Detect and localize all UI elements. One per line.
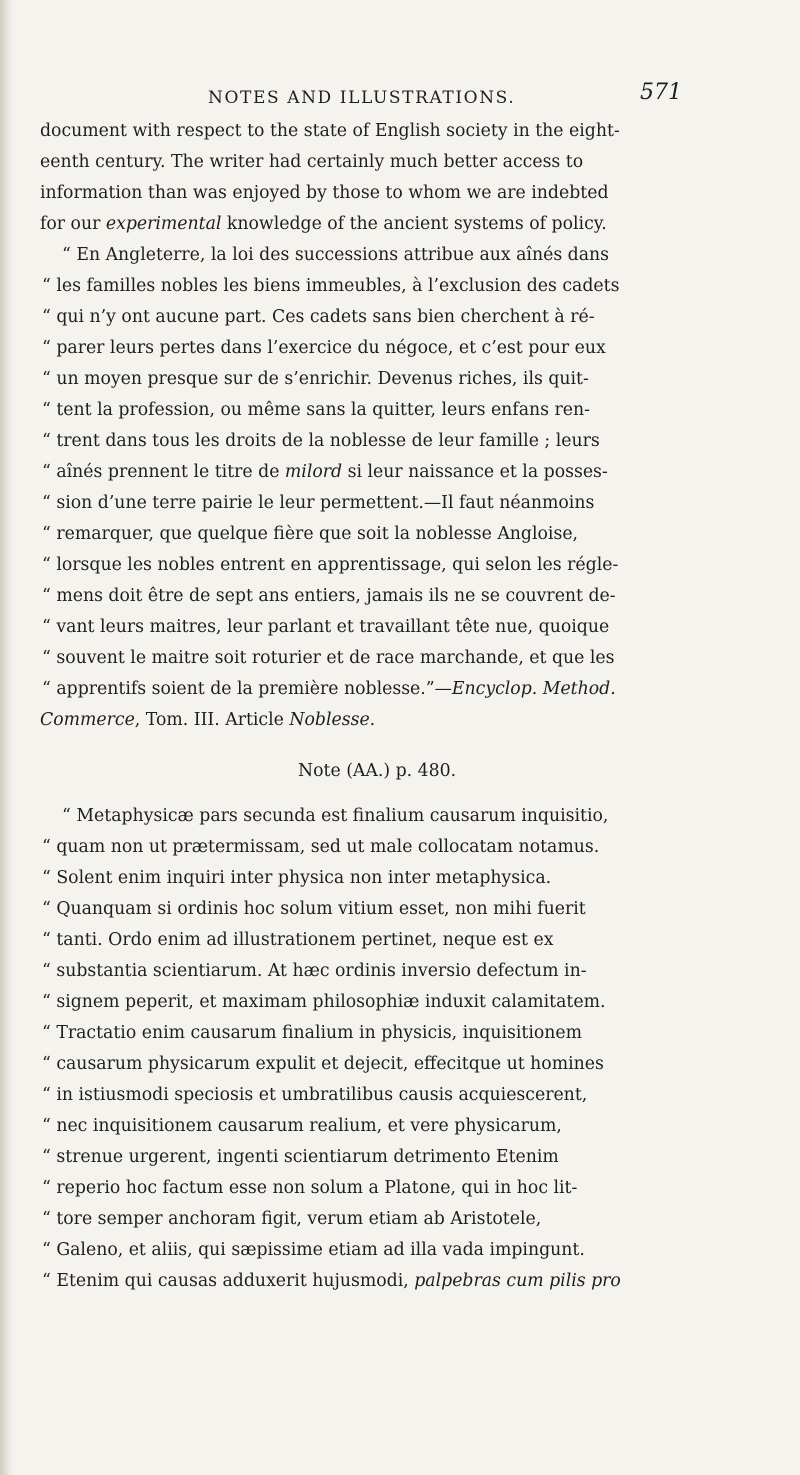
quote-line: “ causarum physicarum expulit et dejecit, effecitque ut homines bbox=[42, 1054, 604, 1074]
quote-line: “ tent la profession, ou même sans la quitter, leurs enfans ren- bbox=[42, 400, 590, 420]
quote-line: “ substantia scientiarum. At hæc ordinis inversio defectum in- bbox=[42, 961, 587, 981]
quote-line: “ remarquer, que quelque fière que soit la noblesse Angloise, bbox=[42, 524, 579, 544]
italic-text: milord bbox=[284, 462, 343, 482]
quote-line: “ reperio hoc factum esse non solum a Platone, qui in hoc lit- bbox=[42, 1178, 578, 1198]
quote-line: “ Solent enim inquiri inter physica non inter metaphysica. bbox=[42, 868, 552, 888]
quote-line: “ in istiusmodi speciosis et umbratilibus causis acquiescerent, bbox=[42, 1085, 588, 1105]
quote-line: “ Metaphysicæ pars secunda est finalium causarum inquisitio, bbox=[62, 806, 609, 826]
quote-line: “ les familles nobles les biens immeubles, à l’exclusion des cadets bbox=[42, 276, 620, 296]
quote-line: “ Galeno, et aliis, qui sæpissime etiam ad illa vada impingunt. bbox=[42, 1240, 585, 1260]
italic-text: Commerce bbox=[40, 710, 135, 730]
text-line: eenth century. The writer had certainly much better access to bbox=[40, 152, 584, 172]
text-line: information than was enjoyed by those to whom we are indebted bbox=[40, 183, 609, 203]
italic-text: experimental bbox=[105, 214, 222, 234]
citation-line: Commerce, Tom. III. Article Noblesse. bbox=[40, 710, 376, 730]
french-quotation bbox=[40, 240, 720, 736]
note-heading: Note (AA.) p. 480. bbox=[298, 761, 457, 781]
quote-line: “ trent dans tous les droits de la noblesse de leur famille ; leurs bbox=[42, 431, 600, 451]
quote-line: “ tanti. Ordo enim ad illustrationem pertinet, neque est ex bbox=[42, 930, 554, 950]
italic-text: palpebras cum pilis pro bbox=[414, 1271, 621, 1291]
quote-line: “ vant leurs maitres, leur parlant et travaillant tête nue, quoique bbox=[42, 617, 610, 637]
quote-line: “ Etenim qui causas adduxerit hujusmodi, palpebras cum pilis pro bbox=[42, 1271, 621, 1291]
quote-line: “ qui n’y ont aucune part. Ces cadets sans bien cherchent à ré- bbox=[42, 307, 595, 327]
quote-line: “ aînés prennent le titre de milord si leur naissance et la posses- bbox=[42, 462, 608, 482]
quote-line: “ parer leurs pertes dans l’exercice du négoce, et c’est pour eux bbox=[42, 338, 606, 358]
quote-line: “ Quanquam si ordinis hoc solum vitium esset, non mihi fuerit bbox=[42, 899, 586, 919]
quote-line: “ signem peperit, et maximam philosophiæ induxit calamitatem. bbox=[42, 992, 606, 1012]
quote-line: “ apprentifs soient de la première noblesse.”—Encyclop. Method. bbox=[42, 679, 616, 699]
quote-line: “ nec inquisitionem causarum realium, et vere physicarum, bbox=[42, 1116, 562, 1136]
running-header bbox=[40, 78, 720, 116]
quote-line: “ tore semper anchoram figit, verum etiam ab Aristotele, bbox=[42, 1209, 542, 1229]
paragraph-intro bbox=[40, 116, 720, 240]
quote-line: “ souvent le maitre soit roturier et de race marchande, et que les bbox=[42, 648, 615, 668]
latin-quotation bbox=[40, 801, 720, 1297]
text-line: for our experimental knowledge of the ancient systems of policy. bbox=[40, 214, 607, 234]
running-title: NOTES AND ILLUSTRATIONS. bbox=[208, 88, 516, 108]
page-gutter-shadow bbox=[0, 0, 14, 1475]
quote-line: “ Tractatio enim causarum finalium in physicis, inquisitionem bbox=[42, 1023, 583, 1043]
quote-line: “ lorsque les nobles entrent en apprentissage, qui selon les régle- bbox=[42, 555, 619, 575]
italic-text: Encyclop. Method. bbox=[451, 679, 616, 699]
quote-line: “ strenue urgerent, ingenti scientiarum detrimento Etenim bbox=[42, 1147, 559, 1167]
text-line: document with respect to the state of English society in the eight- bbox=[40, 121, 620, 141]
book-page bbox=[40, 78, 720, 1297]
quote-line: “ mens doit être de sept ans entiers, jamais ils ne se couvrent de- bbox=[42, 586, 616, 606]
page-number: 571 bbox=[640, 80, 682, 105]
quote-line: “ sion d’une terre pairie le leur permettent.—Il faut néanmoins bbox=[42, 493, 595, 513]
quote-line: “ quam non ut prætermissam, sed ut male collocatam notamus. bbox=[42, 837, 600, 857]
italic-text: Noblesse. bbox=[289, 710, 376, 730]
quote-line: “ En Angleterre, la loi des successions attribue aux aînés dans bbox=[62, 245, 610, 265]
quote-line: “ un moyen presque sur de s’enrichir. Devenus riches, ils quit- bbox=[42, 369, 589, 389]
